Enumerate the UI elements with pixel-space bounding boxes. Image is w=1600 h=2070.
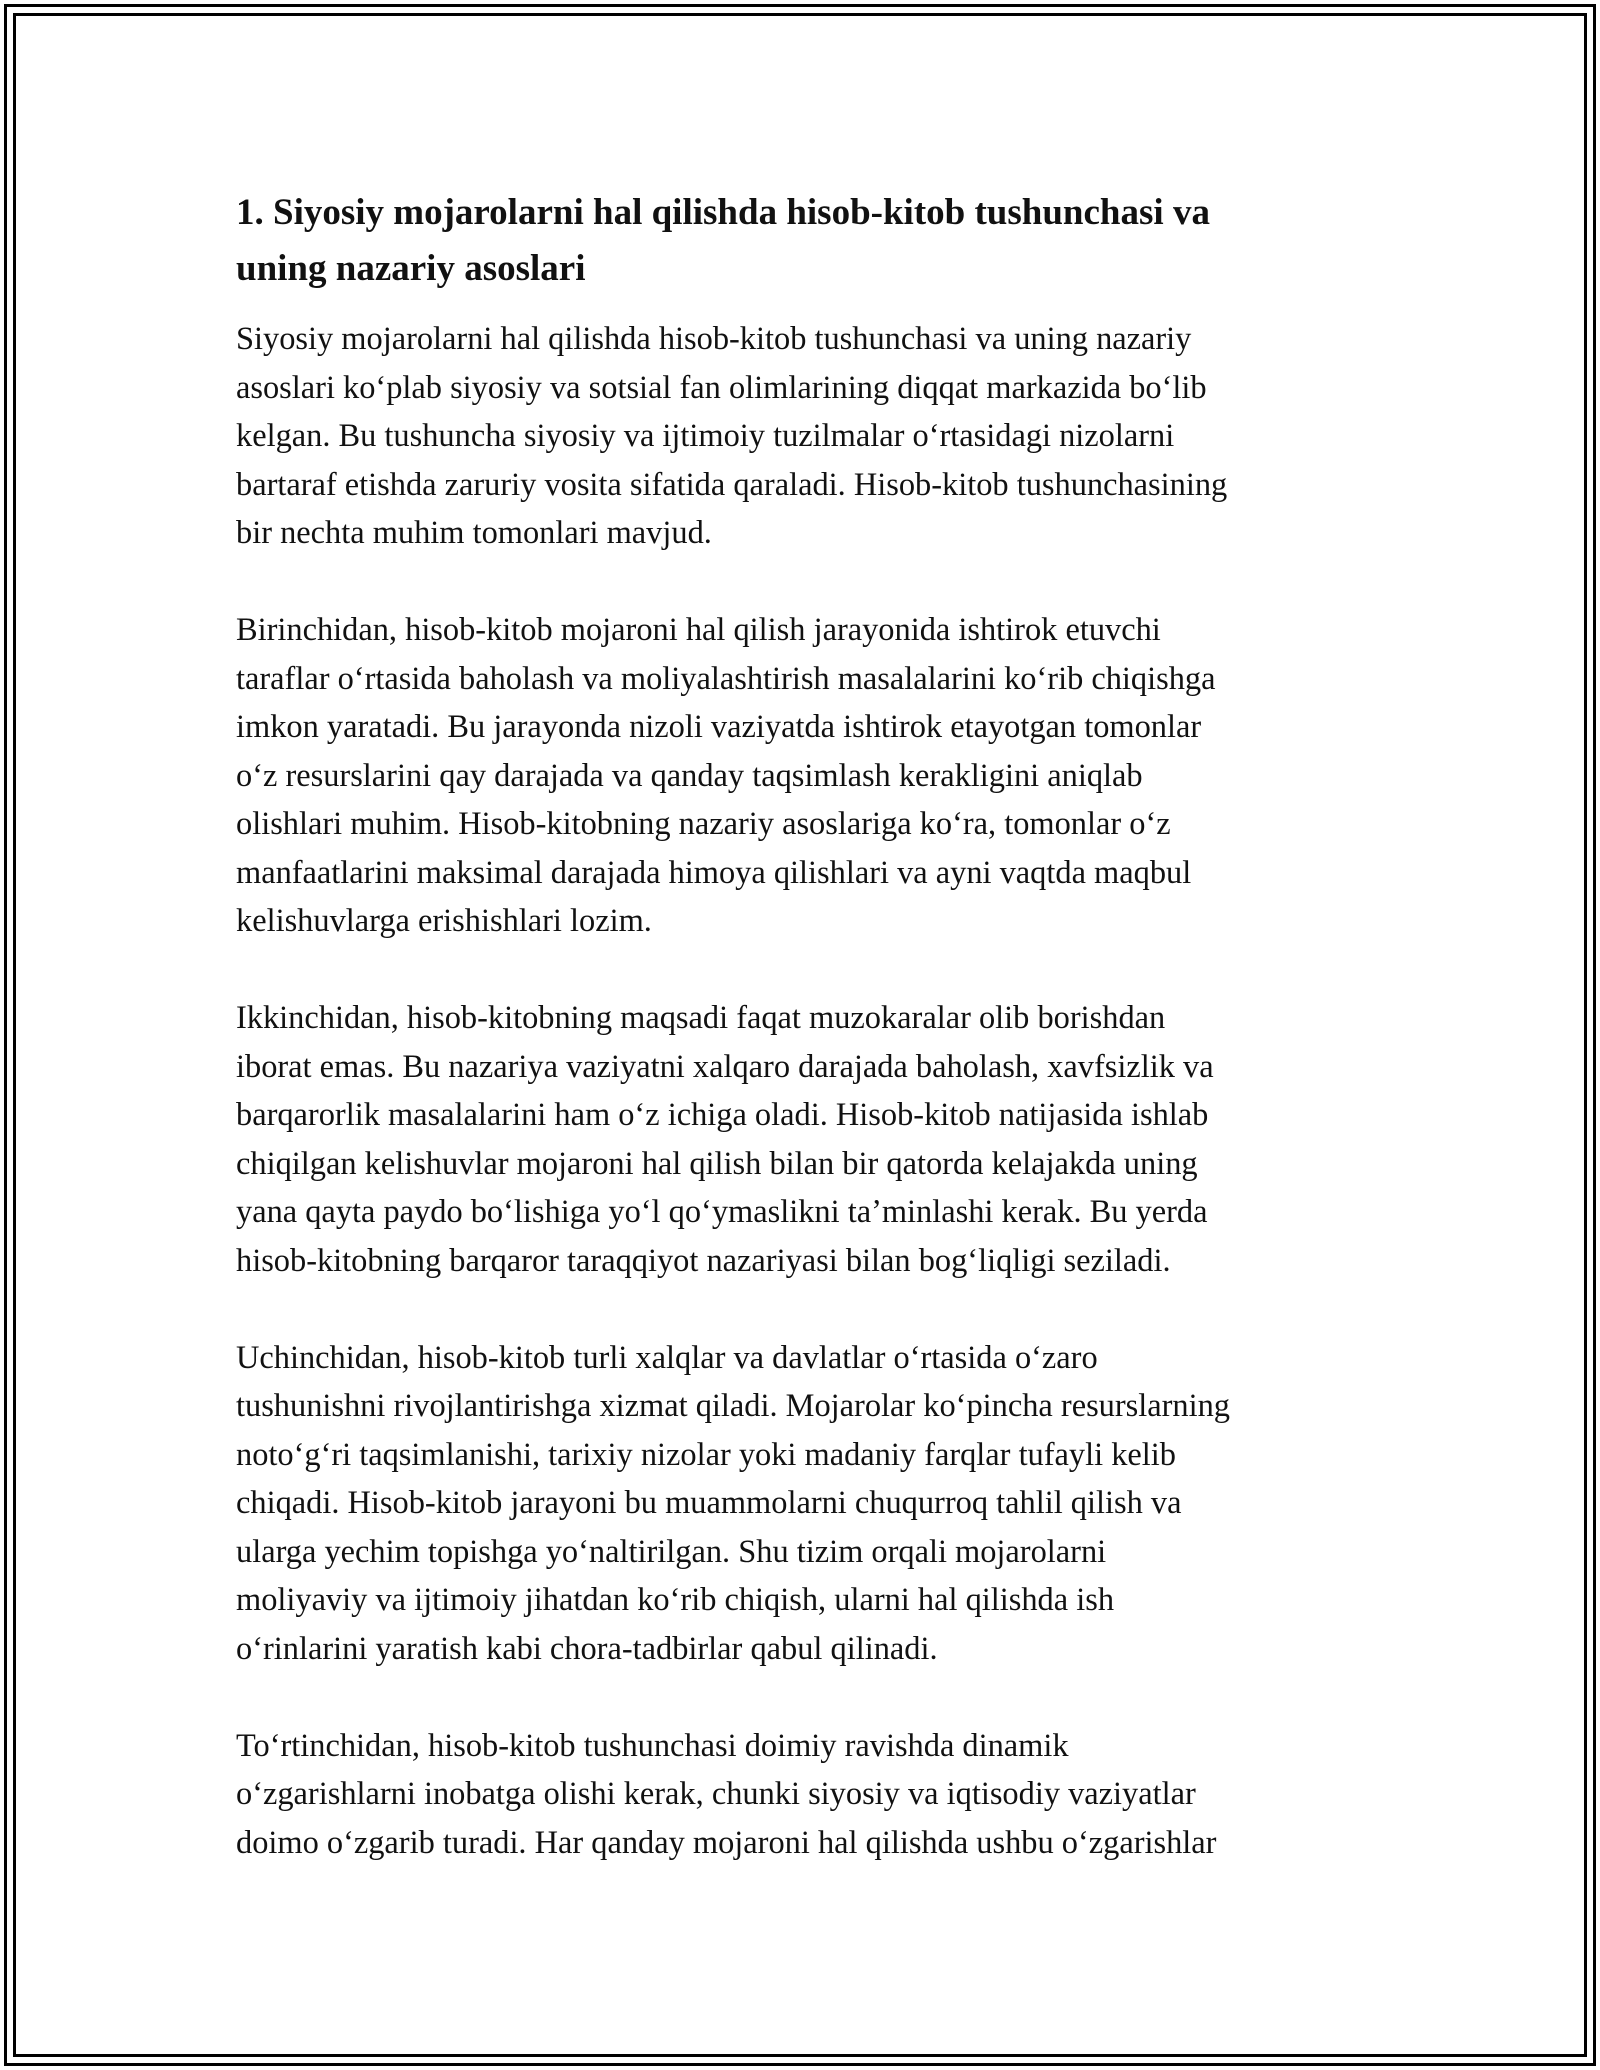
text-line: chiqadi. Hisob-kitob jarayoni bu muammolarni chuqurroq tahlil qilish va xyxy=(236,1485,1182,1521)
text-line: Siyosiy mojarolarni hal qilishda hisob-kitob tushunchasi va uning nazariy xyxy=(236,321,1192,357)
document-body xyxy=(236,185,1368,1867)
text-line: kelishuvlarga erishishlari lozim. xyxy=(236,903,652,939)
text-line: oʻzgarishlarni inobatga olishi kerak, chunki siyosiy va iqtisodiy vaziyatlar xyxy=(236,1776,1196,1812)
text-line: asoslari koʻplab siyosiy va sotsial fan olimlarining diqqat markazida boʻlib xyxy=(236,369,1207,406)
heading-line: 1. Siyosiy mojarolarni hal qilishda hisob-kitob tushunchasi va xyxy=(236,192,1210,233)
text-line: taraflar oʻrtasida baholash va moliyalashtirish masalalarini koʻrib chiqishga xyxy=(236,660,1216,697)
text-line: ularga yechim topishga yoʻnaltirilgan. Shu tizim orqali mojarolarni xyxy=(236,1533,1107,1570)
paragraph-third xyxy=(236,1334,1368,1674)
text-line: imkon yaratadi. Bu jarayonda nizoli vaziyatda ishtirok etayotgan tomonlar xyxy=(236,709,1202,745)
text-line: bartaraf etishda zaruriy vosita sifatida qaraladi. Hisob-kitob tushunchasining xyxy=(236,466,1228,503)
text-line: olishlari muhim. Hisob-kitobning nazariy asoslariga koʻra, tomonlar oʻz xyxy=(236,806,1171,842)
text-line: oʻrinlarini yaratish kabi chora-tadbirlar qabul qilinadi. xyxy=(236,1630,938,1667)
paragraph-second xyxy=(236,994,1368,1285)
text-line: Toʻrtinchidan, hisob-kitob tushunchasi doimiy ravishda dinamik xyxy=(236,1727,1069,1764)
text-line: Uchinchidan, hisob-kitob turli xalqlar va davlatlar oʻrtasida oʻzaro xyxy=(236,1339,1098,1376)
text-line: hisob-kitobning barqaror taraqqiyot nazariyasi bilan bogʻliqligi seziladi. xyxy=(236,1242,1171,1279)
text-line: iborat emas. Bu nazariya vaziyatni xalqaro darajada baholash, xavfsizlik va xyxy=(236,1048,1214,1085)
paragraph-first xyxy=(236,606,1368,946)
text-line: bir nechta muhim tomonlari mavjud. xyxy=(236,515,712,551)
text-line: doimo oʻzgarib turadi. Har qanday mojaroni hal qilishda ushbu oʻzgarishlar xyxy=(236,1824,1217,1861)
paragraph-fourth xyxy=(236,1722,1368,1868)
text-line: kelgan. Bu tushuncha siyosiy va ijtimoiy tuzilmalar oʻrtasidagi nizolarni xyxy=(236,418,1175,454)
section-heading xyxy=(236,185,1368,297)
text-line: moliyaviy va ijtimoiy jihatdan koʻrib chiqish, ularni hal qilishda ish xyxy=(236,1582,1115,1618)
text-line: yana qayta paydo boʻlishiga yoʻl qoʻymaslikni taʼminlashi kerak. Bu yerda xyxy=(236,1194,1208,1230)
text-line: notoʻgʻri taqsimlanishi, tarixiy nizolar yoki madaniy farqlar tufayli kelib xyxy=(236,1436,1176,1473)
text-line: barqarorlik masalalarini ham oʻz ichiga oladi. Hisob-kitob natijasida ishlab xyxy=(236,1097,1209,1133)
paragraph-intro xyxy=(236,315,1368,558)
heading-line: uning nazariy asoslari xyxy=(236,248,586,289)
text-line: Birinchidan, hisob-kitob mojaroni hal qilish jarayonida ishtirok etuvchi xyxy=(236,612,1161,648)
text-line: Ikkinchidan, hisob-kitobning maqsadi faqat muzokaralar olib borishdan xyxy=(236,1000,1166,1036)
text-line: oʻz resurslarini qay darajada va qanday taqsimlash kerakligini aniqlab xyxy=(236,757,1143,794)
text-line: tushunishni rivojlantirishga xizmat qiladi. Mojarolar koʻpincha resurslarning xyxy=(236,1388,1231,1424)
text-line: chiqilgan kelishuvlar mojaroni hal qilish bilan bir qatorda kelajakda uning xyxy=(236,1145,1198,1182)
text-line: manfaatlarini maksimal darajada himoya qilishlari va ayni vaqtda maqbul xyxy=(236,854,1192,891)
